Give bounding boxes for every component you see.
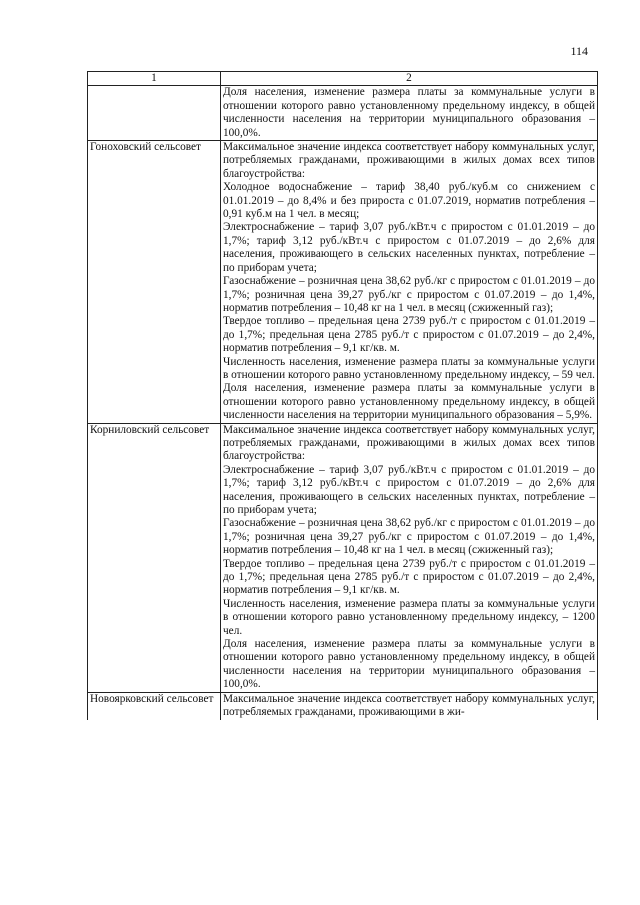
index-description [221, 141, 598, 424]
paragraph: Численность населения, изменение размера платы за коммунальные услуги в отношении которого равно установленному предельному индексу, – 1200 чел. [223, 597, 595, 637]
municipality-name: Корниловский сельсовет [88, 423, 221, 692]
paragraph: Доля населения, изменение размера платы за коммунальные услуги в отношении которого равно установленному предельному индексу, в общей численности населения на территории муниципального образования – 100,0%. [223, 86, 595, 139]
table-row [88, 86, 598, 141]
paragraph: Максимальное значение индекса соответствует набору коммунальных услуг, потребляемых гражданами, проживающими в жилых домах всех типов благоустройства: [223, 141, 595, 180]
paragraph: Электроснабжение – тариф 3,07 руб./кВт.ч с приростом с 01.01.2019 – до 1,7%; тариф 3,12 руб./кВт.ч с приростом с 01.07.2019 – до 2,6% для населения, проживающего в сельских населенных пунктах, потребление – по приборам учета; [223, 463, 595, 516]
paragraph: Максимальное значение индекса соответствует набору коммунальных услуг, потребляемых гражданами, проживающими в жилых домах всех типов благоустройства: [223, 423, 595, 463]
index-description [221, 86, 598, 141]
table-header-row [88, 72, 598, 86]
municipality-name: Новоярковский сельсовет [88, 692, 221, 719]
column-header-2: 2 [221, 72, 598, 86]
paragraph: Газоснабжение – розничная цена 38,62 руб./кг с приростом с 01.01.2019 – до 1,7%; розничная цена 39,27 руб./кг с приростом с 01.07.2019 – до 1,4%, норматив потребления – 10,48 кг на 1 чел. в месяц (сжиженный газ); [223, 275, 595, 314]
municipality-name [88, 86, 221, 141]
table-row [88, 692, 598, 719]
paragraph: Доля населения, изменение размера платы за коммунальные услуги в отношении которого равно установленному предельному индексу, в общей численности населения на территории муниципального образования – 5,9%. [223, 382, 595, 422]
municipal-index-table [87, 71, 598, 720]
table-row [88, 141, 598, 424]
municipality-name: Гоноховский сельсовет [88, 141, 221, 424]
paragraph: Газоснабжение – розничная цена 38,62 руб./кг с приростом с 01.01.2019 – до 1,7%; розничная цена 39,27 руб./кг с приростом с 01.07.2019 – до 1,4%, норматив потребления – 10,48 кг на 1 чел. в месяц (сжиженный газ); [223, 517, 595, 557]
table-row [88, 423, 598, 692]
paragraph: Доля населения, изменение размера платы за коммунальные услуги в отношении которого равно установленному предельному индексу, в общей численности населения на территории муниципального образования – 100,0%. [223, 638, 595, 691]
paragraph: Численность населения, изменение размера платы за коммунальные услуги в отношении которого равно установленному предельному индексу, – 59 чел. [223, 355, 595, 381]
column-header-1: 1 [88, 72, 221, 86]
paragraph: Твердое топливо – предельная цена 2739 руб./т с приростом с 01.01.2019 – до 1,7%; предельная цена 2785 руб./т с приростом с 01.07.2019 – до 2,4%, норматив потребления – 9,1 кг/кв. м. [223, 315, 595, 355]
page-number: 114 [570, 44, 588, 58]
paragraph: Холодное водоснабжение – тариф 38,40 руб./куб.м со снижением с 01.01.2019 – до 8,4% и без прироста с 01.07.2019, норматив потребления – 0,91 куб.м на 1 чел. в месяц; [223, 181, 595, 221]
paragraph: Максимальное значение индекса соответствует набору коммунальных услуг, потребляемых гражданами, проживающими в жи- [223, 692, 595, 719]
paragraph: Электроснабжение – тариф 3,07 руб./кВт.ч с приростом с 01.01.2019 – до 1,7%; тариф 3,12 руб./кВт.ч с приростом с 01.07.2019 – до 2,6% для населения, проживающего в сельских населенных пунктах, потребление – по приборам учета; [223, 221, 595, 274]
index-description [221, 423, 598, 692]
index-description [221, 692, 598, 719]
paragraph: Твердое топливо – предельная цена 2739 руб./т с приростом с 01.01.2019 – до 1,7%; предельная цена 2785 руб./т с приростом с 01.07.2019 – до 2,4%, норматив потребления – 9,1 кг/кв. м. [223, 557, 595, 597]
